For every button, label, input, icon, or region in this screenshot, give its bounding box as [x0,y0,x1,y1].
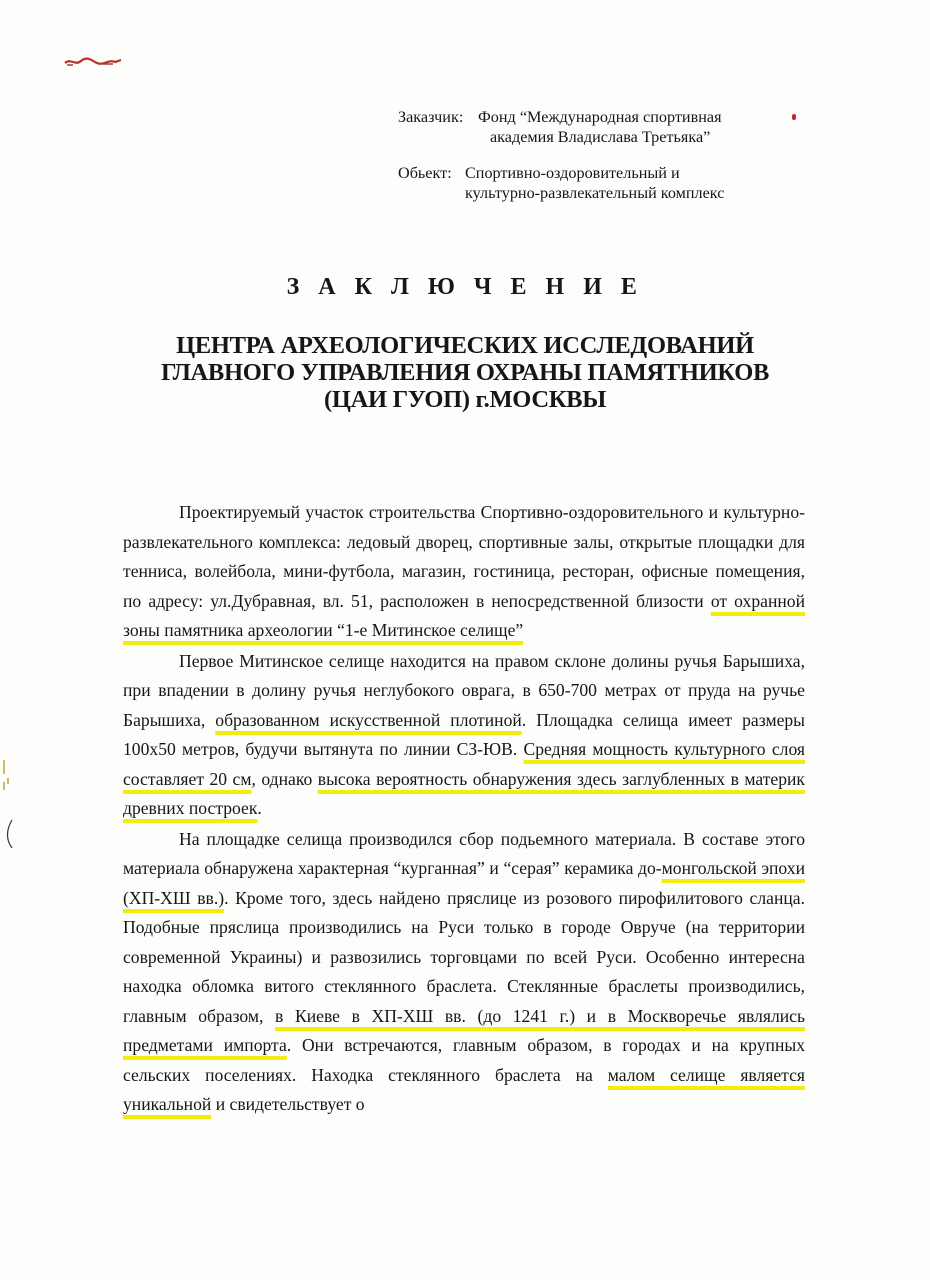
document-heading [0,332,930,413]
customer-line-1: Фонд “Международная спортивная [478,108,722,126]
highlight: образованном искусственной плотиной [215,709,522,730]
paragraph-3: На площадке селища производился сбор подьемного материала. В составе этого материала обнаружена характерная “курганная” и “серая” керамика до-монгольской эпохи (ХП-ХШ вв.). Кроме того, здесь найдено пряслице из розового пирофилитового сланца. Подобные пряслица производились на Руси только в городе Овруче (на территории современной Украины) и развозились торговцами по всей Руси. Особенно интересна находка обломка витого стеклянного браслета. Стеклянные браслеты производились, главным образом, в Киеве в ХП-ХШ вв. (до 1241 г.) и в Москворечье являлись предметами импорта. Они встречаются, главным образом, в городах и на крупных сельских поселениях. Находка стеклянного браслета на малом селище является уникальной и свидетельствует о [123,828,805,1114]
customer-label: Заказчик: [398,108,464,126]
highlight: малом селище является уникальной [123,1064,805,1114]
customer-line-2: академия Владислава Третьяка” [490,128,711,146]
heading-line-2: ГЛАВНОГО УПРАВЛЕНИЯ ОХРАНЫ ПАМЯТНИКОВ [160,359,770,386]
scan-edge-marks [0,760,20,850]
object-line-2: культурно-развлекательный комплекс [465,184,725,202]
heading-line-1: ЦЕНТРА АРХЕОЛОГИЧЕСКИХ ИССЛЕДОВАНИЙ [176,332,754,359]
heading-line-3: (ЦАИ ГУОП) г.МОСКВЫ [324,386,606,413]
highlight: от охранной зоны памятника археологии “1-е Митинское селище” [123,590,805,640]
highlight: высока вероятность обнаружения здесь заглубленных в материк древних построек [123,768,805,818]
object-line-1: Спортивно-оздоровительный и [465,164,680,182]
red-mark [792,114,796,120]
handwritten-mark [63,54,123,70]
paragraph-1: Проектируемый участок строительства Спортивно-оздоровительного и культурно-развлекательного комплекса: ледовый дворец, спортивные залы, открытые площадки для тенниса, волейбола, мини-футбола, магазин, гостиница, ресторан, офисные помещения, по адресу: ул.Дубравная, вл. 51, расположен в непосредственной близости от охранной зоны памятника археологии “1-е Митинское селище” [123,502,805,640]
document-body [123,498,805,1120]
document-title: З А К Л Ю Ч Е Н И Е [286,274,644,300]
highlight: монгольской эпохи (ХП-ХШ вв.) [123,858,805,908]
paragraph-2: Первое Митинское селище находится на правом склоне долины ручья Барышиха, при впадении в долину ручья неглубокого оврага, в 650-700 метрах от пруда на ручье Барышиха, образованном искусственной плотиной. Площадка селища имеет размеры 100х50 метров, будучи вытянута по линии СЗ-ЮВ. Средняя мощность культурного слоя составляет 20 см, однако высока вероятность обнаружения здесь заглубленных в материк древних построек. [123,650,805,818]
highlight: Средняя мощность культурного слоя составляет 20 см [123,739,805,789]
highlight: в Киеве в ХП-ХШ вв. (до 1241 г.) и в Москворечье являлись предметами импорта [123,1005,805,1055]
object-label: Обьект: [398,164,452,182]
